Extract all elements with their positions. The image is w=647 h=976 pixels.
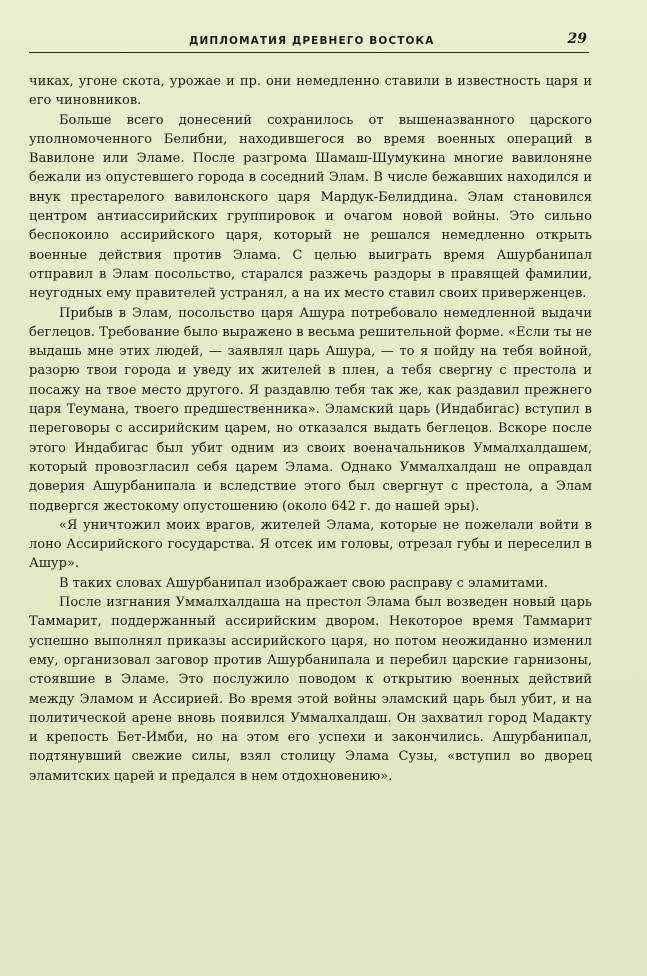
paragraph: Прибыв в Элам, посольство царя Ашура потребовало немедленной выдачи беглецов. Требование было выражено в весьма решительной форме. «Если ты не выдашь мне этих людей, — заявлял царь Ашура, — то я пойду на тебя войной, разорю твои города и уведу их жителей в плен, а тебя свергну с престола и посажу на твое место другого. Я раздавлю тебя так же, как раздавил прежнего царя Теумана, твоего предшественника». Эламский царь (Индабигас) вступил в переговоры с ассирийским царем, но отказался выдать беглецов. Вскоре после этого Индабигас был убит одним из своих военачальников Уммалхалдашем, который провозгласил себя царем Элама. Однако Уммалхалдаш не оправдал доверия Ашурбанипала и вследствие этого был свергнут с престола, а Элам подвергся жестокому опустошению (около 642 г. до нашей эры). bbox=[29, 305, 592, 514]
paragraph: Больше всего донесений сохранилось от вышеназванного царского уполномоченного Белибни, находившегося во время военных операций в Вавилоне или Эламе. После разгрома Шамаш-Шумукина многие вавилоняне бежали из опустевшего города в соседний Элам. В числе бежавших находился и внук престарелого вавилонского царя Мардук-Белиддина. Элам становился центром антиассирийских группировок и очагом новой войны. Это сильно беспокоило ассирийского царя, который не решался немедленно открыть военные действия против Элама. С целью выиграть время Ашурбанипал отправил в Элам посольство, старался разжечь раздоры в правящей фамилии, неугодных ему правителей устранял, а на их место ставил своих приверженцев. bbox=[29, 112, 592, 302]
page-number: 29 bbox=[567, 31, 587, 47]
body-text bbox=[29, 72, 592, 786]
running-title: ДИПЛОМАТИЯ ДРЕВНЕГО ВОСТОКА bbox=[189, 35, 435, 47]
quotation-paragraph: «Я уничтожил моих врагов, жителей Элама, которые не пожелали войти в лоно Ассирийского государства. Я отсек им головы, отрезал губы и переселил в Ашур». bbox=[29, 517, 592, 572]
paragraph: После изгнания Уммалхалдаша на престол Элама был возведен новый царь Таммарит, поддержанный ассирийским двором. Некоторое время Таммарит успешно выполнял приказы ассирийского царя, но потом неожиданно изменил ему, организовал заговор против Ашурбанипала и перебил царские гарнизоны, стоявшие в Эламе. Это послужило поводом к открытию военных действий между Эламом и Ассирией. Во время этой войны эламский царь был убит, и на политической арене вновь появился Уммалхалдаш. Он захватил город Мадакту и крепость Бет-Имби, но на этом его успехи и закончились. Ашурбанипал, подтянувший свежие силы, взял столицу Элама Сузы, «вступил во дворец эламитских царей и предался в нем отдохновению». bbox=[29, 595, 592, 784]
page-header bbox=[29, 30, 589, 53]
paragraph: В таких словах Ашурбанипал изображает свою расправу с эламитами. bbox=[59, 575, 548, 591]
paragraph: чиках, угоне скота, урожае и пр. они немедленно ставили в известность царя и его чиновников. bbox=[29, 74, 592, 109]
